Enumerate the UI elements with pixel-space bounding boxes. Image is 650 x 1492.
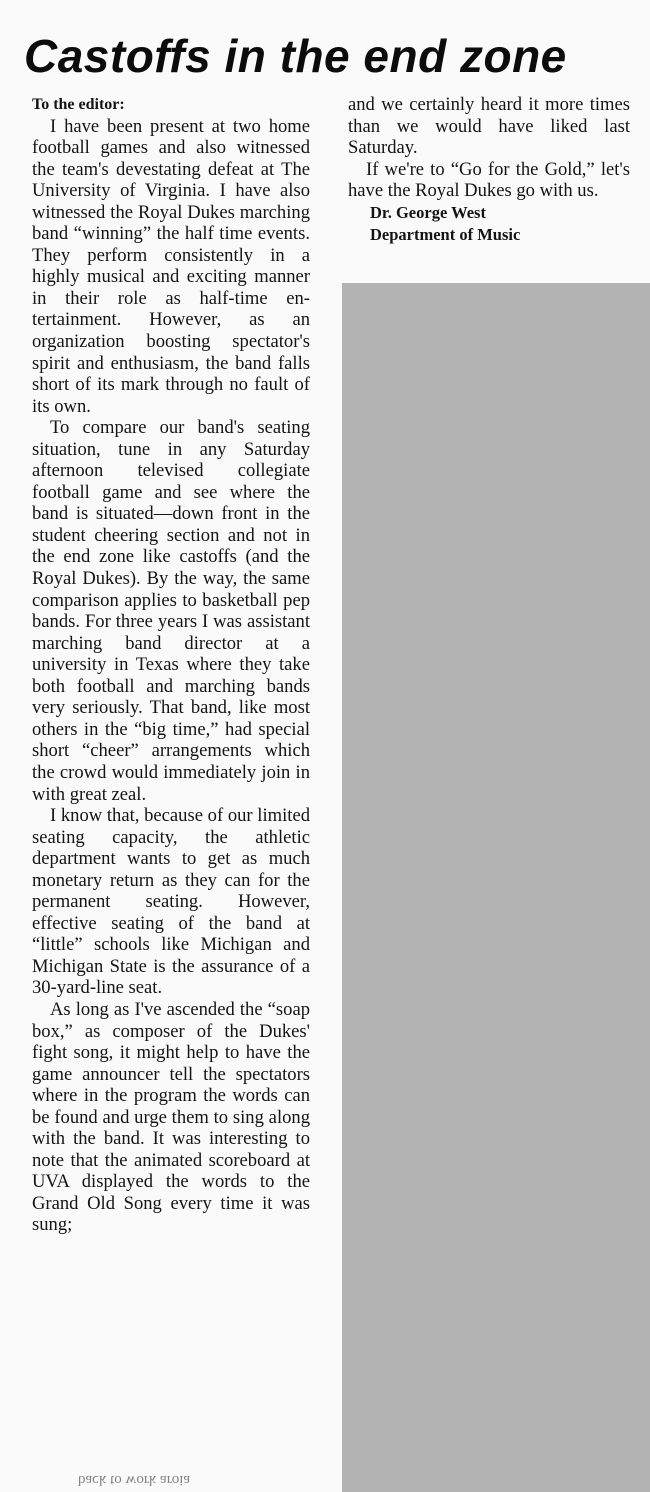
bleed-through-text: back to work aroia [78,1472,191,1488]
letter-paragraph-4-continued: and we certainly heard it more times than we would have liked last Saturday. [348,94,630,159]
letter-paragraph-5: If we're to “Go for the Gold,” let's have the Royal Dukes go with us. [348,158,630,202]
gray-masked-area [342,283,650,1492]
signature-name: Dr. George West [370,202,486,222]
letter-paragraph-2: To compare our band's seating situation, tune in any Saturday afternoon televised collegiate football game and see where the band is situated—down front in the student cheering section and not in the end zone like castoffs (and the Royal Dukes). By the way, the same comparison applies to basketball pep bands. For three years I was assistant marching band director at a university in Texas where they take both football and marching bands very seriously. That band, like most others in the “big time,” had special short “cheer” arrangements which the crowd would immediately join in with great zeal. [32,417,310,805]
letter-paragraph-1: I have been present at two home football games and also witnessed the team's devestating defeat at The University of Virginia. I have also witnessed the Royal Dukes marching band “winning” the half time events. They perform consistently in a highly musical and exciting manner in their role as half-time entertainment. However, as an organization boosting spectator's spirit and enthusiasm, the band falls short of its mark through no fault of its own. [32,115,310,417]
letter-column-left [32,94,310,1236]
salutation: To the editor: [32,96,125,113]
letter-paragraph-4: As long as I've ascended the “soap box,” as composer of the Dukes' fight song, it might help to have the game announcer tell the spectators where in the program the words can be found and urge them to sing along with the band. It was interesting to note that the animated scoreboard at UVA displayed the words to the Grand Old Song every time it was sung; [32,998,310,1236]
headline: Castoffs in the end zone [24,30,567,82]
signature-department: Department of Music [370,224,521,244]
letter-paragraph-3: I know that, because of our limited seating capacity, the athletic department wants to get as much monetary return as they can for the permanent seating. However, effective seating of the band at “little” schools like Michigan and Michigan State is the assurance of a 30-yard-line seat. [32,805,310,999]
letter-column-right [348,94,630,246]
